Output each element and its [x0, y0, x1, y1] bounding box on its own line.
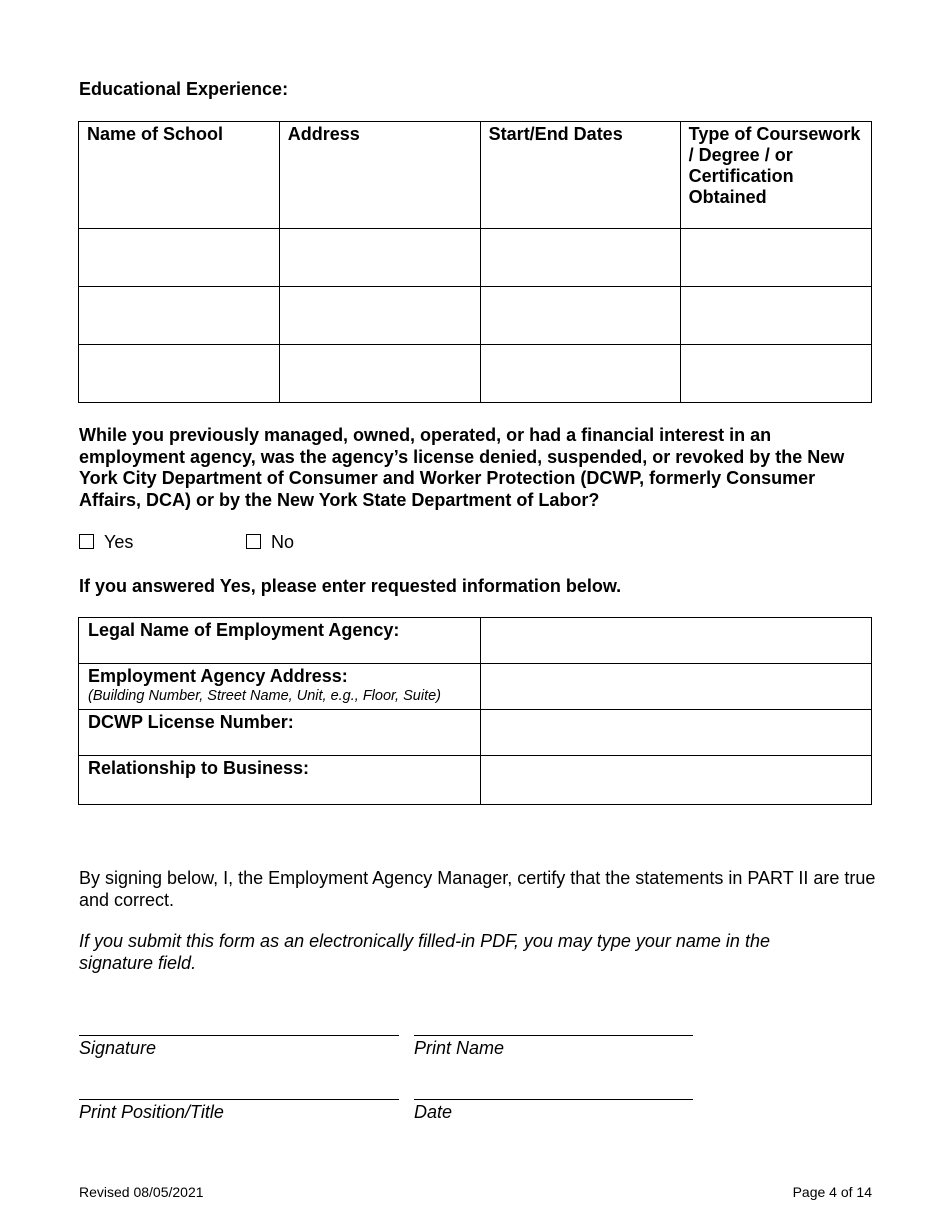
date-line[interactable]: [414, 1099, 693, 1100]
table-row: [79, 756, 872, 805]
yes-label: Yes: [104, 532, 134, 552]
pdf-signature-note: If you submit this form as an electronically filled-in PDF, you may type your name in the signature field.: [79, 931, 770, 973]
agency-address-label: Employment Agency Address:: [88, 666, 348, 686]
date-label: Date: [414, 1102, 453, 1122]
no-label: No: [271, 532, 295, 552]
yes-checkbox[interactable]: [79, 534, 94, 549]
revised-date: Revised 08/05/2021: [79, 1184, 204, 1200]
no-checkbox[interactable]: [246, 534, 261, 549]
signature-label: Signature: [79, 1038, 157, 1058]
agency-address-label-cell: [79, 664, 481, 710]
yes-option[interactable]: [79, 532, 133, 553]
relationship-field[interactable]: [480, 756, 871, 805]
school-cell[interactable]: [79, 287, 280, 345]
table-row: [79, 229, 872, 287]
education-heading: Educational Experience:: [79, 79, 289, 99]
certification-statement: By signing below, I, the Employment Agency Manager, certify that the statements in PART II are true and correct.: [79, 868, 876, 910]
legal-name-field[interactable]: [480, 618, 871, 664]
print-name-line[interactable]: [414, 1035, 693, 1036]
address-cell[interactable]: [279, 345, 480, 403]
license-number-label: DCWP License Number:: [79, 710, 481, 756]
table-row: [79, 618, 872, 664]
position-title-label: Print Position/Title: [79, 1102, 224, 1122]
table-row: [79, 345, 872, 403]
relationship-label: Relationship to Business:: [79, 756, 481, 805]
coursework-cell[interactable]: [680, 287, 871, 345]
position-title-line[interactable]: [79, 1099, 399, 1100]
page-number: Page 4 of 14: [792, 1184, 872, 1200]
legal-name-label: Legal Name of Employment Agency:: [79, 618, 481, 664]
education-table: [78, 121, 872, 403]
table-row: [79, 664, 872, 710]
license-question: While you previously managed, owned, operated, or had a financial interest in an employment agency, was the agency’s license denied, suspended, or revoked by the New York City Department of Consumer and Worker Protection (DCWP, formerly Consumer Affairs, DCA) or by the New York State Department of Labor?: [79, 425, 845, 510]
coursework-cell[interactable]: [680, 345, 871, 403]
dates-cell[interactable]: [480, 229, 680, 287]
agency-address-hint: (Building Number, Street Name, Unit, e.g., Floor, Suite): [88, 688, 441, 704]
column-header-coursework: Type of Coursework / Degree / or Certification Obtained: [680, 122, 871, 229]
dates-cell[interactable]: [480, 287, 680, 345]
education-header-row: [79, 122, 872, 229]
school-cell[interactable]: [79, 229, 280, 287]
agency-address-field[interactable]: [480, 664, 871, 710]
column-header-school: Name of School: [79, 122, 280, 229]
print-name-label: Print Name: [414, 1038, 505, 1058]
address-cell[interactable]: [279, 287, 480, 345]
license-number-field[interactable]: [480, 710, 871, 756]
dates-cell[interactable]: [480, 345, 680, 403]
table-row: [79, 710, 872, 756]
column-header-dates: Start/End Dates: [480, 122, 680, 229]
address-cell[interactable]: [279, 229, 480, 287]
school-cell[interactable]: [79, 345, 280, 403]
if-yes-instruction: If you answered Yes, please enter requested information below.: [79, 576, 622, 596]
agency-info-table: [78, 617, 872, 805]
no-option[interactable]: [246, 532, 294, 553]
table-row: [79, 287, 872, 345]
coursework-cell[interactable]: [680, 229, 871, 287]
column-header-address: Address: [279, 122, 480, 229]
signature-line[interactable]: [79, 1035, 399, 1036]
